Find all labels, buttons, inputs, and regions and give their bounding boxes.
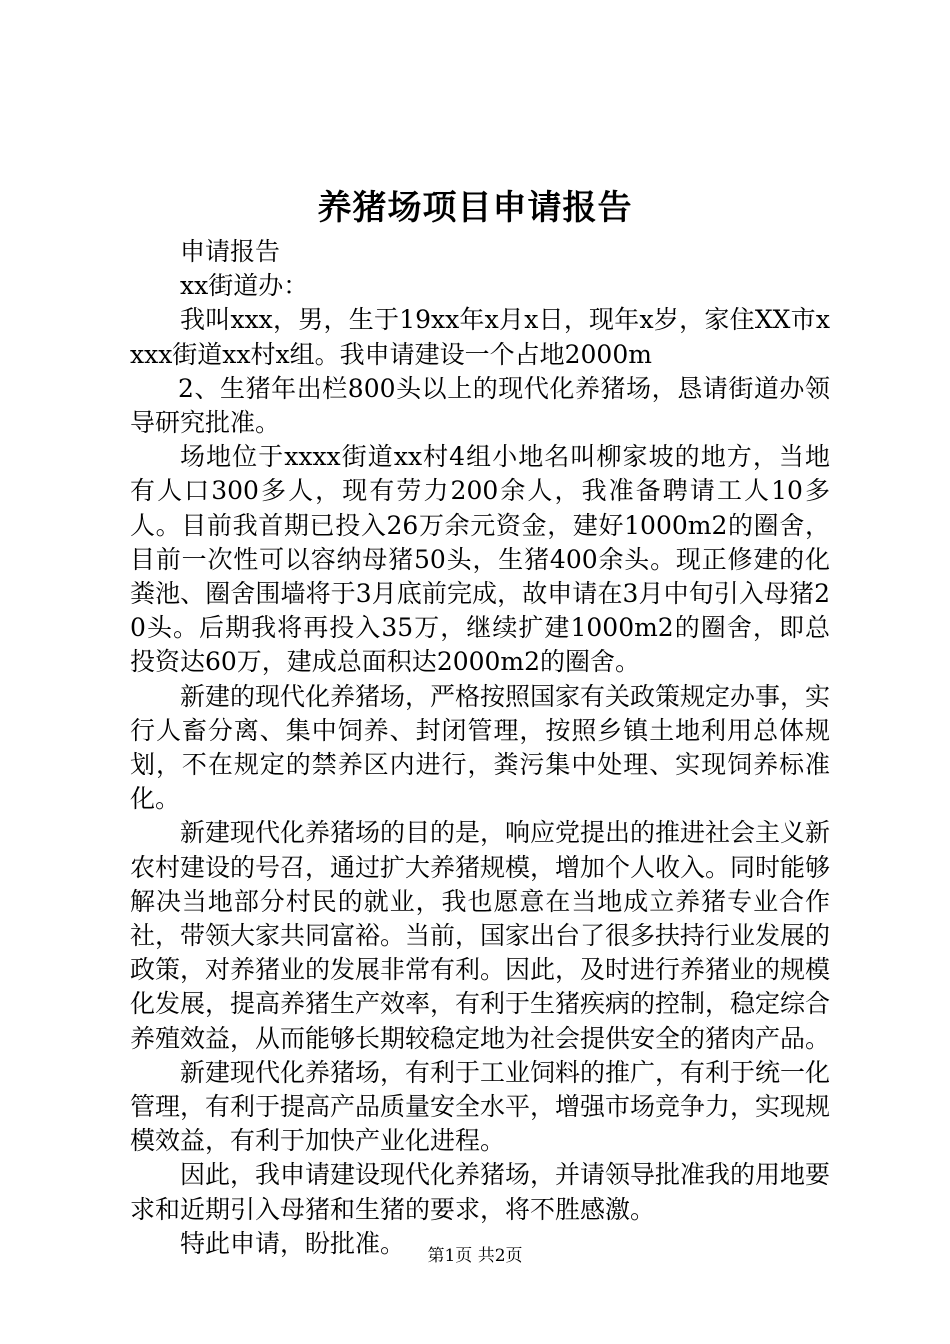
paragraph-introduction: 我叫xxx，男，生于19xx年x月x日，现年x岁，家住XX市xxxx街道xx村x组。我申请建设一个占地2000m — [130, 305, 830, 369]
paragraph-site-investment: 场地位于xxxx街道xx村4组小地名叫柳家坡的地方，当地有人口300多人，现有劳力200余人，我准备聘请工人10多人。目前我首期已投入26万余元资金，建好1000m2的圈舍，目前一次性可以容纳母猪50头，生猪400余头。现正修建的化粪池、圈舍围墙将于3月底前完成，故申请在3月中旬引入母猪20头。后期我将再投入35万，继续扩建1000m2的圈舍，即总投资达60万，建成总面积达2000m2的圈舍。 — [130, 442, 830, 677]
document-body — [130, 235, 830, 1261]
paragraph-benefits: 新建现代化养猪场，有利于工业饲料的推广，有利于统一化管理，有利于提高产品质量安全水平，增强市场竞争力，实现规模效益，有利于加快产业化进程。 — [130, 1057, 831, 1156]
paragraph-addressee: xx街道办： — [180, 271, 309, 301]
paragraph-policy: 新建的现代化养猪场，严格按照国家有关政策规定办事，实行人畜分离、集中饲养、封闭管理，按照乡镇土地利用总体规划，不在规定的禁养区内进行，粪污集中处理、实现饲养标准化。 — [130, 681, 831, 814]
paragraph-purpose: 新建现代化养猪场的目的是，响应党提出的推进社会主义新农村建设的号召，通过扩大养猪规模，增加个人收入。同时能够解决当地部分村民的就业，我也愿意在当地成立养猪专业合作社，带领大家共同富裕。当前，国家出台了很多扶持行业发展的政策，对养猪业的发展非常有利。因此，及时进行养猪业的规模化发展，提高养猪生产效率，有利于生猪疾病的控制，稳定综合养殖效益，从而能够长期较稳定地为社会提供安全的猪肉产品。 — [130, 818, 831, 1053]
paragraph-request: 因此，我申请建设现代化养猪场，并请领导批准我的用地要求和近期引入母猪和生猪的要求，将不胜感激。 — [130, 1160, 831, 1224]
paragraph-heading: 申请报告 — [180, 237, 281, 266]
paragraph-closing: 特此申请，盼批准。 — [180, 1228, 406, 1258]
page-number-footer: 第1页 共2页 — [427, 1246, 523, 1266]
document-title: 养猪场项目申请报告 — [317, 188, 633, 228]
paragraph-scale: 2、生猪年出栏800头以上的现代化养猪场，恳请街道办领导研究批准。 — [130, 373, 830, 438]
